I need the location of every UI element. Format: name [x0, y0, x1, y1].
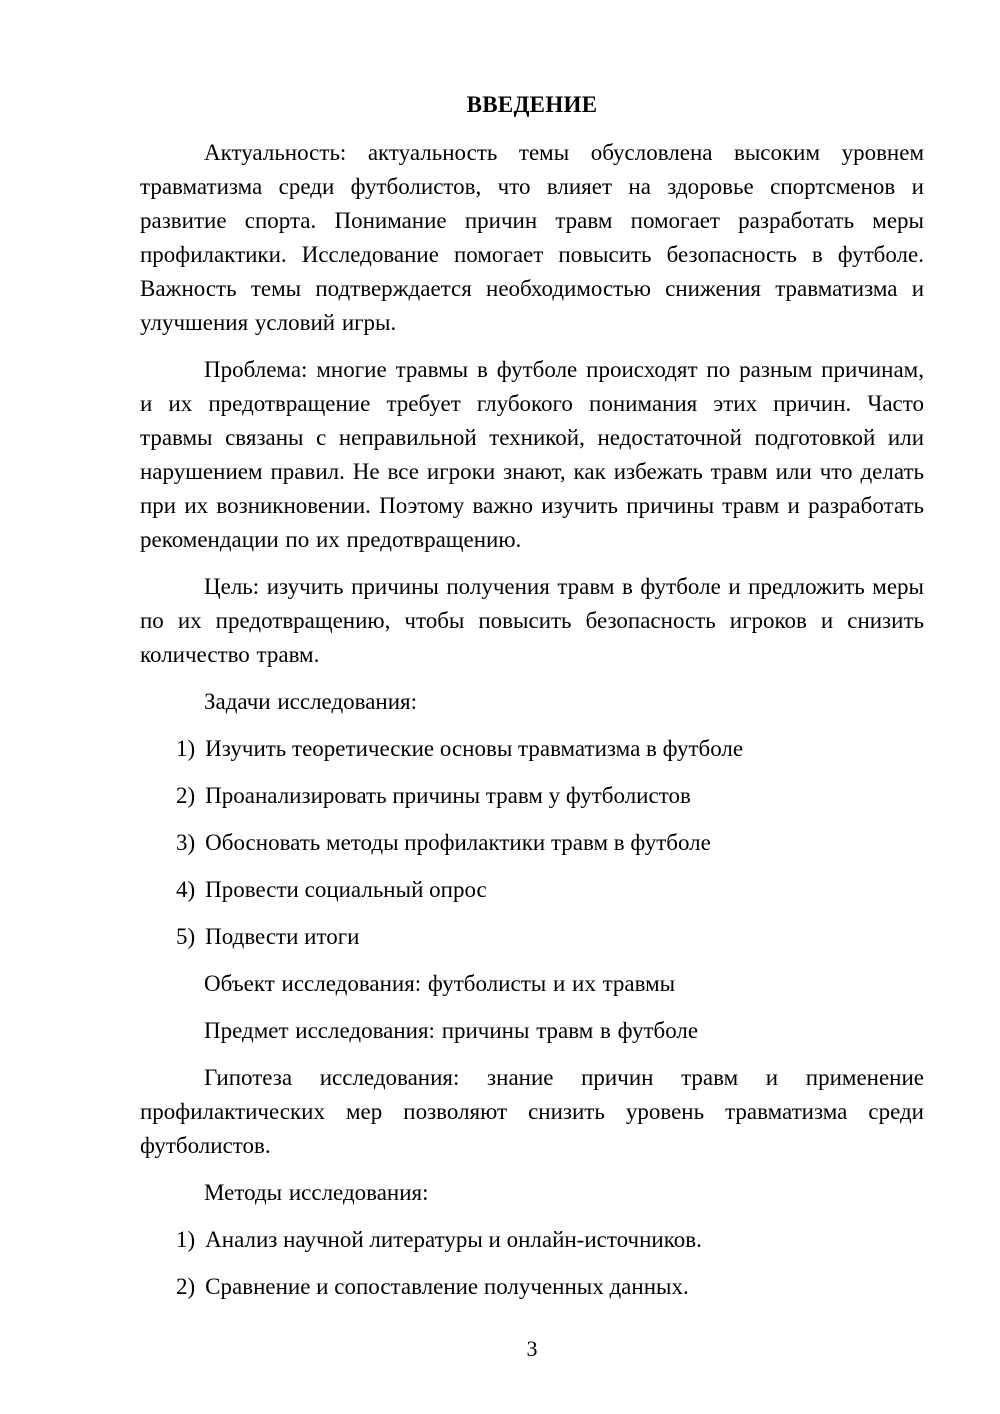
list-item — [140, 732, 924, 766]
list-item-text: Анализ научной литературы и онлайн-источников. — [205, 1227, 702, 1252]
tasks-heading: Задачи исследования: — [204, 689, 418, 714]
list-item-number: 1) — [176, 736, 196, 761]
list-item-number: 2) — [176, 783, 196, 808]
list-item — [140, 1223, 924, 1257]
paragraph-object: Объект исследования: футболисты и их травмы — [204, 971, 676, 996]
document-title: ВВЕДЕНИЕ — [466, 92, 598, 117]
list-item-number: 4) — [176, 877, 196, 902]
list-item — [140, 1270, 924, 1304]
list-item-text: Обосновать методы профилактики травм в футболе — [205, 830, 711, 855]
list-item-number: 2) — [176, 1274, 196, 1299]
list-item-number: 1) — [176, 1227, 196, 1252]
list-item-text: Подвести итоги — [205, 924, 360, 949]
list-item — [140, 920, 924, 954]
list-item-number: 3) — [176, 830, 196, 855]
paragraph-subject: Предмет исследования: причины травм в футболе — [204, 1018, 699, 1043]
list-item-text: Проанализировать причины травм у футболистов — [205, 783, 691, 808]
list-item — [140, 779, 924, 813]
list-item-number: 5) — [176, 924, 196, 949]
list-item-text: Провести социальный опрос — [205, 877, 487, 902]
paragraph-hypothesis: Гипотеза исследования: знание причин травм и применение профилактических мер позволяют снизить уровень травматизма среди футболистов. — [140, 1065, 924, 1158]
list-item-text: Изучить теоретические основы травматизма в футболе — [205, 736, 744, 761]
paragraph-relevance: Актуальность: актуальность темы обусловлена высоким уровнем травматизма среди футболистов, что влияет на здоровье спортсменов и развитие спорта. Понимание причин травм помогает разработать меры профилактики. Исследование помогает повысить безопасность в футболе. Важность темы подтверждается необходимостью снижения травматизма и улучшения условий игры. — [140, 140, 924, 335]
paragraph-goal: Цель: изучить причины получения травм в футболе и предложить меры по их предотвращению, чтобы повысить безопасность игроков и снизить количество травм. — [140, 574, 924, 667]
tasks-list — [140, 732, 924, 954]
list-item — [140, 873, 924, 907]
page-number: 3 — [526, 1336, 538, 1361]
methods-list — [140, 1223, 924, 1304]
list-item-text: Сравнение и сопоставление полученных данных. — [205, 1274, 689, 1299]
methods-heading: Методы исследования: — [204, 1180, 429, 1205]
list-item — [140, 826, 924, 860]
paragraph-problem: Проблема: многие травмы в футболе происходят по разным причинам, и их предотвращение требует глубокого понимания этих причин. Часто травмы связаны с неправильной техникой, недостаточной подготовкой или нарушением правил. Не все игроки знают, как избежать травм или что делать при их возникновении. Поэтому важно изучить причины травм и разработать рекомендации по их предотвращению. — [140, 357, 924, 552]
